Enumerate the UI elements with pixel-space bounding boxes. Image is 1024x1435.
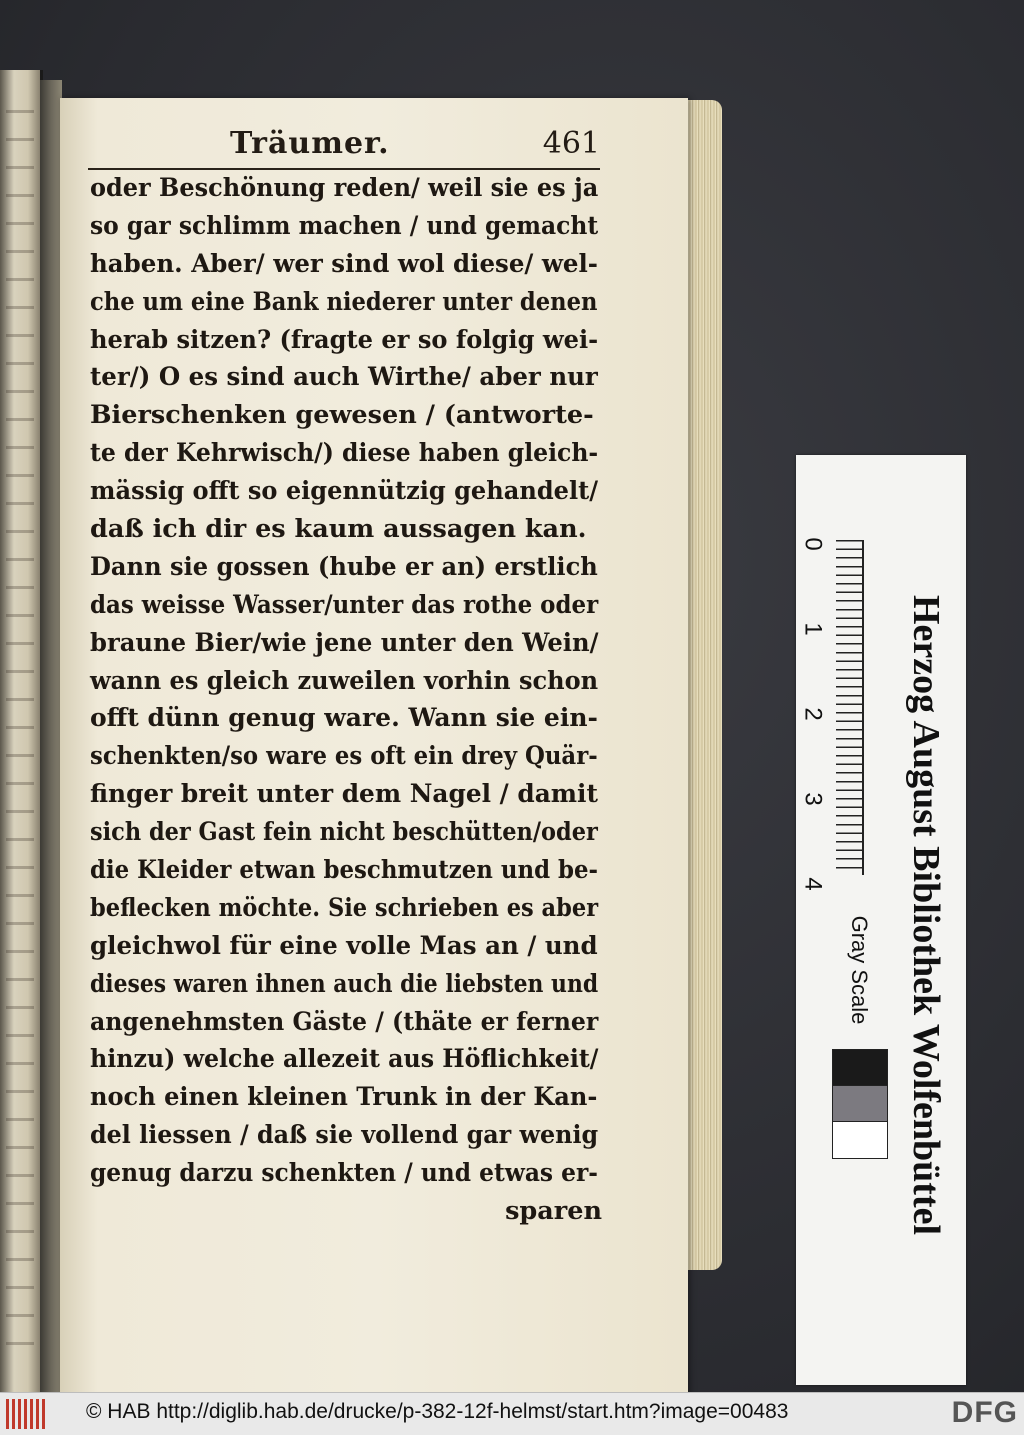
text-line <box>90 322 602 360</box>
text-line-content: noch einen kleinen Trunk in der Kan- <box>90 1082 598 1113</box>
facing-page-edge <box>0 70 43 1400</box>
card-title-box <box>896 535 956 1295</box>
source-link[interactable]: © HAB http://diglib.hab.de/drucke/p-382-12f-helmst/start.htm?image=00483 <box>86 1400 789 1423</box>
text-line-content: wann es gleich zuweilen vorhin schon <box>90 665 599 696</box>
text-line <box>90 246 602 284</box>
ruler-baseline <box>862 540 864 875</box>
text-line <box>90 397 602 435</box>
text-line <box>90 1041 602 1079</box>
text-line-content: Bierschenken gewesen / (antworte- <box>90 400 594 431</box>
text-line <box>90 890 602 928</box>
text-line-content: del liessen / daß sie vollend gar wenig <box>90 1120 599 1151</box>
text-line <box>90 776 602 814</box>
text-line-content: hinzu) welche allezeit aus Höflichkeit/ <box>90 1044 599 1075</box>
text-line-content: genug darzu schenkten / und etwas er- <box>90 1158 598 1189</box>
text-line <box>90 208 602 246</box>
text-line-content: Dann sie gossen (hube er an) erstlich <box>90 551 598 582</box>
text-line-content: mässig offt so eigennützig gehandelt/ <box>90 476 599 507</box>
ruler-number: 2 <box>799 707 827 721</box>
text-line-content: daß ich dir es kaum aussagen kan. <box>90 514 587 545</box>
text-line <box>90 170 602 208</box>
scale-card <box>796 455 966 1385</box>
text-line <box>90 359 602 397</box>
text-line <box>90 549 602 587</box>
text-line <box>90 814 602 852</box>
text-line-content: sparen <box>505 1196 602 1227</box>
dfg-logo: DFG <box>951 1396 1018 1429</box>
text-line-content: sich der Gast fein nicht beschütten/oder <box>90 817 598 848</box>
text-line <box>90 852 602 890</box>
text-line <box>90 1155 602 1193</box>
page-block-edge <box>686 100 722 1270</box>
text-line <box>90 928 602 966</box>
text-line-content: che um eine Bank niederer unter denen <box>90 286 598 317</box>
ruler-number: 3 <box>799 792 827 806</box>
gray-swatch-black <box>832 1049 888 1087</box>
gray-scale-label: Gray Scale <box>847 915 872 1025</box>
text-line <box>90 511 602 549</box>
text-line-content: so gar schlimm machen / und gemacht <box>90 210 599 241</box>
text-line-content: beflecken möchte. Sie schrieben es aber <box>90 892 599 923</box>
text-line-content: oder Beschönung reden/ weil sie es ja <box>90 173 599 203</box>
text-line <box>90 663 602 701</box>
text-line-content: das weisse Wasser/unter das rothe oder <box>90 589 599 620</box>
text-line <box>90 473 602 511</box>
page-text <box>90 170 602 1231</box>
text-line <box>90 738 602 776</box>
text-line <box>90 625 602 663</box>
text-line-content: angenehmsten Gäste / (thäte er ferner <box>90 1006 599 1037</box>
barcode-icon <box>6 1399 46 1429</box>
page-number: 461 <box>542 126 600 161</box>
text-line-content: ter/) O es sind auch Wirthe/ aber nur <box>90 362 598 393</box>
ruler-number: 4 <box>799 877 827 891</box>
gray-scale-label-box <box>834 895 884 1045</box>
facing-page-text-lines <box>6 110 34 1350</box>
text-line-content: die Kleider etwan beschmutzen und be- <box>90 855 599 886</box>
text-line <box>90 1004 602 1042</box>
text-line-content: schenkten/so ware es oft ein drey Quär- <box>90 741 598 772</box>
text-line-content: finger breit unter dem Nagel / damit <box>90 779 598 810</box>
footer-bar <box>0 1392 1024 1435</box>
text-line <box>90 587 602 625</box>
text-line-content: gleichwol für eine volle Mas an / und <box>90 930 598 961</box>
text-line-content: dieses waren ihnen auch die liebsten und <box>90 968 599 999</box>
text-line-content: te der Kehrwisch/) diese haben gleich- <box>90 438 599 469</box>
ruler-ticks <box>836 540 862 875</box>
library-name: Herzog August Bibliothek Wolfenbüttel <box>905 594 947 1236</box>
text-line-content: haben. Aber/ wer sind wol diese/ wel- <box>90 248 598 279</box>
text-line <box>90 1117 602 1155</box>
ruler-number: 0 <box>799 537 827 551</box>
page-header <box>90 126 600 166</box>
text-line <box>90 1079 602 1117</box>
gray-swatch-white <box>832 1121 888 1159</box>
text-line-content: offt dünn genug ware. Wann sie ein- <box>90 703 598 734</box>
text-line <box>90 966 602 1004</box>
text-line <box>90 284 602 322</box>
text-line <box>90 700 602 738</box>
text-line-content: herab sitzen? (fragte er so folgig wei- <box>90 324 599 355</box>
text-line <box>90 435 602 473</box>
running-head: Träumer. <box>230 126 390 161</box>
text-line <box>90 1193 602 1231</box>
book-gutter <box>40 80 62 1400</box>
gray-swatch-mid <box>832 1085 888 1123</box>
text-line-content: braune Bier/wie jene unter den Wein/ <box>90 627 599 658</box>
ruler-number: 1 <box>799 622 827 636</box>
